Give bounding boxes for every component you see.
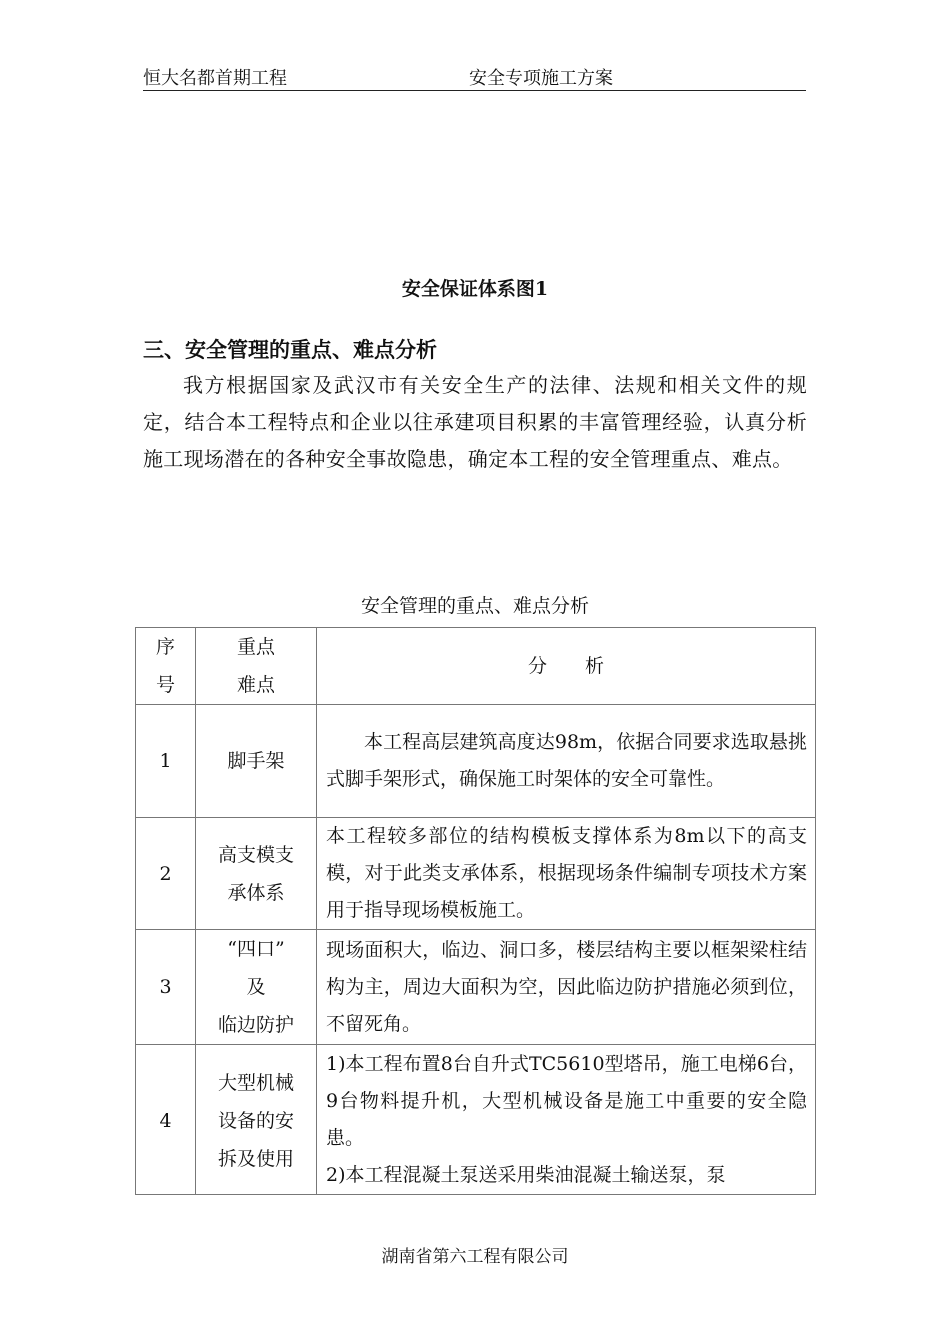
row-key-point (196, 818, 317, 930)
header-key-point (196, 628, 317, 705)
table-header-row (136, 628, 816, 705)
analysis-text: 本工程较多部位的结构模板支撑体系为8m以下的高支模，对于此类支承体系，根据现场条件编制专项技术方案用于指导现场模板施工。 (326, 825, 807, 921)
header-document-title: 安全专项施工方案 (469, 68, 613, 89)
row-analysis (317, 1045, 816, 1195)
intro-paragraph: 我方根据国家及武汉市有关安全生产的法律、法规和相关文件的规定，结合本工程特点和企业以往承建项目积累的丰富管理经验，认真分析施工现场潜在的各种安全事故隐患，确定本工程的安全管理重点、难点。 (143, 373, 807, 471)
page-footer: 湖南省第六工程有限公司 (381, 1247, 569, 1267)
row-key-point (196, 705, 317, 818)
analysis-text: 现场面积大，临边、洞口多，楼层结构主要以框架梁柱结构为主，周边大面积为空，因此临边防护措施必须到位，不留死角。 (326, 938, 807, 1035)
key-point-line: 设备的安 (217, 1109, 294, 1132)
key-point-line: “四口” (227, 938, 285, 960)
row-number: 4 (136, 1045, 196, 1195)
key-point-line: 及 (246, 976, 266, 998)
header-analysis (317, 628, 816, 705)
table-row (136, 1045, 816, 1195)
header-serial-number (136, 628, 196, 705)
analysis-text: 2)本工程混凝土泵送采用柴油混凝土输送泵，泵 (326, 1164, 726, 1186)
header-key-line: 难点 (236, 674, 275, 696)
row-number: 3 (136, 930, 196, 1045)
header-serial-line: 序 (155, 636, 175, 658)
table-caption: 安全管理的重点、难点分析 (360, 595, 589, 617)
row-number: 1 (136, 705, 196, 818)
key-point-line: 临边防护 (217, 1014, 294, 1036)
key-point-line: 脚手架 (227, 750, 285, 772)
figure-caption: 安全保证体系图1 (401, 278, 549, 300)
row-key-point (196, 930, 317, 1045)
analysis-text: 本工程高层建筑高度达98m，依据合同要求选取悬挑式脚手架形式，确保施工时架体的安全可靠性。 (326, 731, 807, 790)
table-row (136, 705, 816, 818)
row-analysis (317, 818, 816, 930)
row-key-point (196, 1045, 317, 1195)
section-heading: 三、安全管理的重点、难点分析 (143, 337, 437, 362)
header-analysis-label: 分析 (527, 655, 642, 677)
row-analysis (317, 705, 816, 818)
header-serial-line: 号 (155, 674, 175, 696)
table-row (136, 818, 816, 930)
analysis-text: 1)本工程布置8台自升式TC5610型塔吊，施工电梯6台，9台物料提升机，大型机械设备是施工中重要的安全隐患。 (326, 1053, 807, 1149)
table-row (136, 930, 816, 1045)
row-analysis (317, 930, 816, 1045)
row-number: 2 (136, 818, 196, 930)
key-point-line: 拆及使用 (217, 1147, 294, 1170)
analysis-table (135, 627, 816, 1195)
header-key-line: 重点 (236, 636, 275, 658)
header-project-name: 恒大名都首期工程 (143, 68, 287, 89)
key-point-line: 承体系 (227, 881, 285, 904)
key-point-line: 大型机械 (217, 1071, 294, 1094)
page-header (143, 64, 806, 91)
key-point-line: 高支模支 (217, 843, 294, 866)
